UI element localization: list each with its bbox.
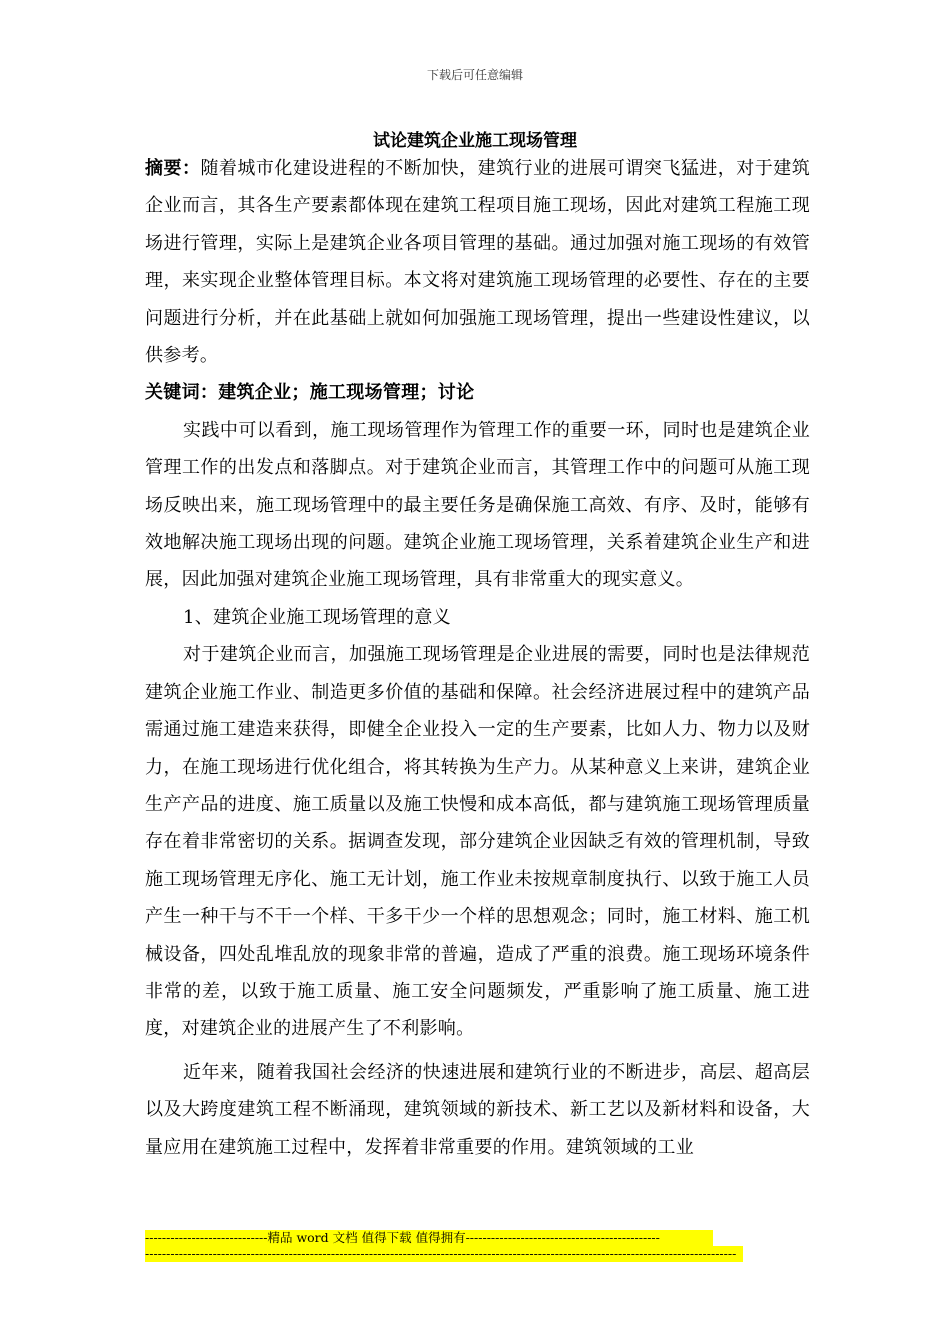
abstract-paragraph (145, 150, 810, 374)
abstract-text: 随着城市化建设进程的不断加快，建筑行业的进展可谓突飞猛进，对于建筑企业而言，其各生产要素都体现在建筑工程项目施工现场，因此对建筑工程施工现场进行管理，实际上是建筑企业各项目管理的基础。通过加强对施工现场的有效管理，来实现企业整体管理目标。本文将对建筑施工现场管理的必要性、存在的主要问题进行分析，并在此基础上就如何加强施工现场管理，提出一些建设性建议，以供参考。 (145, 158, 810, 367)
document-body (145, 150, 810, 1166)
footer-line-1: -----------------------------精品 word 文档 值得下载 值得拥有---------------------------------------------- (145, 1230, 713, 1246)
section-heading-1: 1、建筑企业施工现场管理的意义 (183, 606, 451, 628)
document-title: 试论建筑企业施工现场管理 (373, 131, 577, 151)
footer-banner (145, 1230, 745, 1262)
keywords-line: 关键词：建筑企业；施工现场管理；讨论 (145, 382, 475, 404)
intro-paragraph: 实践中可以看到，施工现场管理作为管理工作的重要一环，同时也是建筑企业管理工作的出发点和落脚点。对于建筑企业而言，其管理工作中的问题可从施工现场反映出来，施工现场管理中的最主要任务是确保施工高效、有序、及时，能够有效地解决施工现场出现的问题。建筑企业施工现场管理，关系着建筑企业生产和进展，因此加强对建筑企业施工现场管理，具有非常重大的现实意义。 (145, 419, 810, 591)
footer-line-2: -------------------------------------------------------------------------------------------------------------------------------------------- (145, 1246, 743, 1262)
abstract-label: 摘要： (145, 158, 201, 179)
section1-paragraph: 对于建筑企业而言，加强施工现场管理是企业进展的需要，同时也是法律规范建筑企业施工作业、制造更多价值的基础和保障。社会经济进展过程中的建筑产品需通过施工建造来获得，即健全企业投入一定的生产要素，比如人力、物力以及财力，在施工现场进行优化组合，将其转换为生产力。从某种意义上来讲，建筑企业生产产品的进度、施工质量以及施工快慢和成本高低，都与建筑施工现场管理质量存在着非常密切的关系。据调查发现，部分建筑企业因缺乏有效的管理机制，导致施工现场管理无序化、施工无计划，施工作业未按规章制度执行、以致于施工人员产生一种干与不干一个样、干多干少一个样的思想观念；同时，施工材料、施工机械设备，四处乱堆乱放的现象非常的普遍，造成了严重的浪费。施工现场环境条件非常的差，以致于施工质量、施工安全问题频发，严重影响了施工质量、施工进度，对建筑企业的进展产生了不利影响。 (145, 644, 810, 1040)
trend-paragraph: 近年来，随着我国社会经济的快速进展和建筑行业的不断进步，高层、超高层以及大跨度建筑工程不断涌现，建筑领域的新技术、新工艺以及新材料和设备，大量应用在建筑施工过程中，发挥着非常重要的作用。建筑领域的工业 (145, 1061, 810, 1158)
header-note: 下载后可任意编辑 (426, 68, 523, 82)
